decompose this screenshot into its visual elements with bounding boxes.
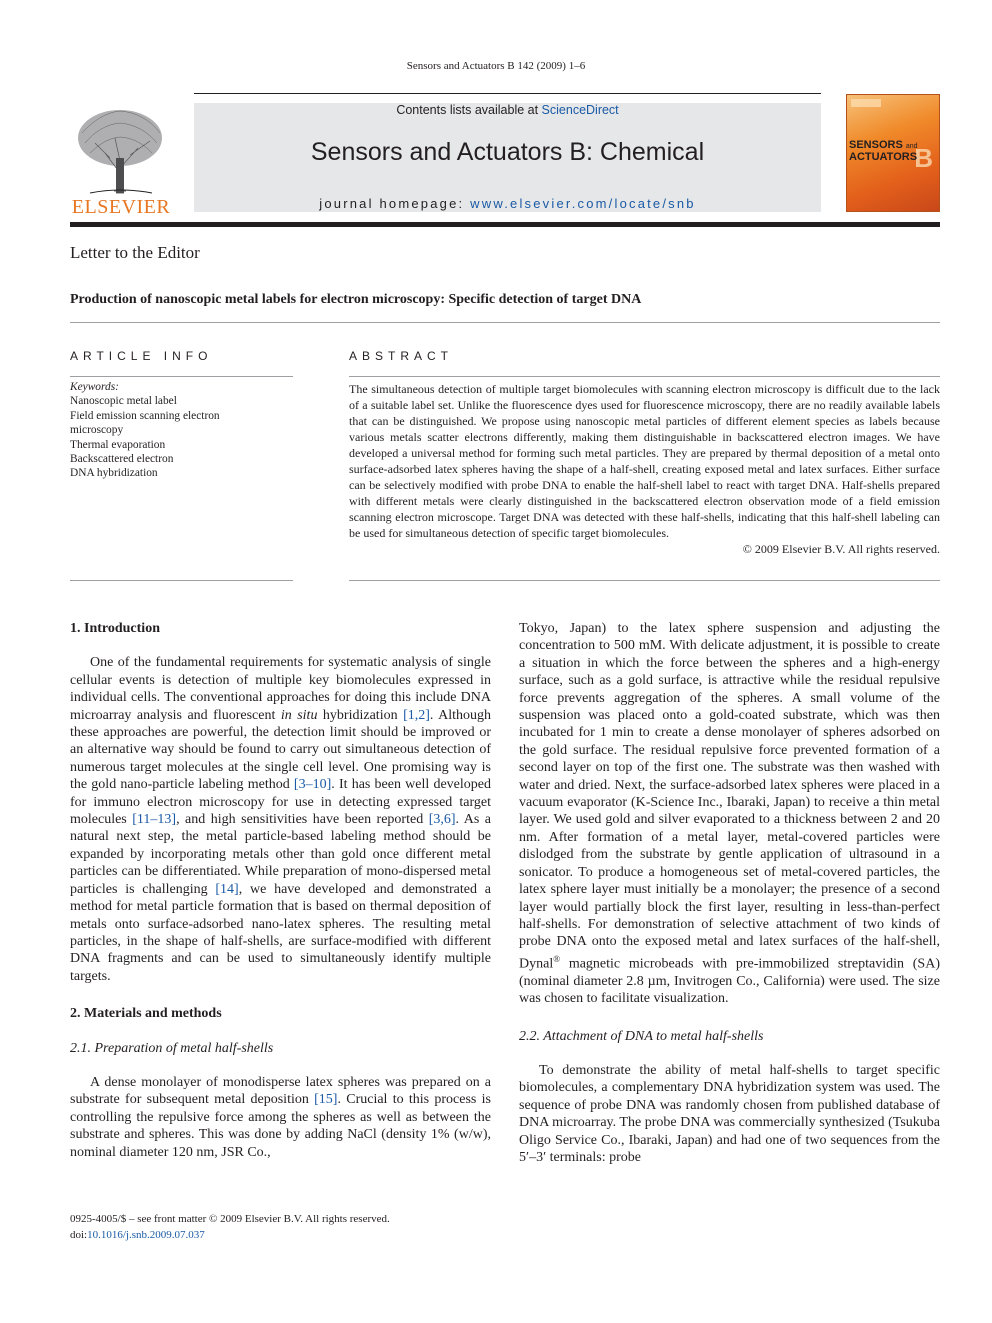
section-heading-methods: 2. Materials and methods (70, 1006, 222, 1022)
contents-line (194, 103, 821, 117)
keywords-label: Keywords: (70, 381, 119, 393)
attachment-paragraph: To demonstrate the ability of metal half-shells to target specific biomolecules, a complementary DNA hybridization system was used. The sequence of probe DNA was randomly chosen from published database of DNA microarray. The probe DNA was commercially synthesized (Tsukuba Oligo Service Co., Ibaraki, Japan) and had one of two sequences from the 5′–3′ terminals: probe (519, 1063, 940, 1166)
reference-link[interactable]: [1,2] (403, 707, 430, 723)
prep-cont-text: Tokyo, Japan) to the latex sphere suspension and adjusting the concentration to 500 mM. With delicate adjustment, it is possible to create a situation in which the force between the spheres and a high-energy surface, such as a gold surface, is attractive while the residual repulsive force prevents aggregation of the spheres. A small volume of the suspension was placed onto a gold-coated substrate, which was then incubated for 1 min to create a dense monolayer of spheres adsorbed on the gold surface. The residual repulsive force prevented formation of a second layer on top of the first one. The substrate was then washed with water and dried. Next, the surface-adsorbed latex spheres were placed in a vacuum evaporator (K-Science Inc., Ibaraki, Japan) to receive a thin metal layer. We used gold and silver evaporated to a thickness between 2 and 20 nm. After formation of a metal layer, metal-covered particles were dislodged from the substrate by gentle application of ultrasound in a sonicator. To produce a homogeneous set of metal-covered particles, the latex sphere layer must initially be a monolayer; the presence of a second layer would partially block the first layer, resulting in less-than-perfect half-shells. For demonstration of selective attachment of two kinds of probe DNA onto the exposed metal and latex surfaces of the half-shell, Dynal (519, 621, 940, 972)
introduction-paragraph (70, 654, 491, 985)
prep-text: A dense monolayer of monodisperse latex spheres was prepared on a substrate for subsequent metal deposition (70, 1074, 491, 1108)
contents-prefix: Contents lists available at (396, 103, 542, 117)
footer-doi (70, 1228, 390, 1244)
preparation-continued-paragraph (519, 620, 940, 1008)
keyword-item: DNA hybridization (70, 467, 158, 480)
intro-text: , and high sensitivities have been reported (176, 812, 429, 828)
intro-text: . It has been well developed for immuno electron microscopy for use in detecting expressed target molecules (70, 777, 492, 828)
subsection-heading-2-1: 2.1. Preparation of metal half-shells (70, 1040, 274, 1056)
footer-copyright: 0925-4005/$ – see front matter © 2009 Elsevier B.V. All rights reserved. (70, 1213, 390, 1225)
reference-link[interactable]: [14] (215, 881, 239, 897)
cover-line3: ACTUATORS (849, 151, 918, 163)
header-top-rule (194, 93, 821, 94)
doi-link[interactable]: 10.1016/j.snb.2009.07.037 (87, 1228, 205, 1241)
journal-homepage (194, 196, 821, 211)
keyword-item: Thermal evaporation (70, 438, 166, 451)
keyword-item: Field emission scanning electron (70, 409, 220, 422)
article-info-bottom-rule (70, 580, 293, 581)
title-rule (70, 322, 940, 323)
preparation-paragraph (70, 1074, 491, 1161)
intro-text: . Although these approaches are powerful, the detection limit should be improved or an alternative way should be found to carry out simultaneous detection of numerous target molecules at the single cell level. One promising way is the gold nano-particle labeling method (70, 707, 491, 793)
registered-mark: ® (553, 953, 561, 964)
doi-prefix: doi: (70, 1228, 88, 1241)
cover-line1: SENSORS (849, 139, 903, 151)
section-heading-introduction: 1. Introduction (70, 621, 160, 636)
intro-text: One of the fundamental requirements for systematic analysis of single cellular events is detection of multiple key biomolecules expressed in individual cells. The conventional approaches for doing this include DNA microarray analysis and fluorescent (70, 655, 491, 723)
left-column (70, 620, 491, 1161)
journal-citation: Sensors and Actuators B 142 (2009) 1–6 (406, 60, 586, 72)
cover-line2: and (905, 143, 918, 150)
keyword-item: Backscattered electron (70, 453, 174, 466)
cover-letter: B (914, 143, 933, 173)
article-title: Production of nanoscopic metal labels for electron microscopy: Specific detection of target DNA (70, 292, 642, 307)
intro-italic: in situ (280, 707, 318, 723)
abstract-bottom-rule (349, 580, 940, 581)
prep-text: . Crucial to this process is controlling the repulsive force among the spheres as well as between the substrate and spheres. This was done by adding NaCl (density 1% (w/w), nominal diameter 120 nm, JSR Co., (70, 1092, 491, 1160)
homepage-link[interactable]: www.elsevier.com/locate/snb (470, 196, 696, 211)
article-info-rule (70, 376, 293, 377)
sciencedirect-link[interactable]: ScienceDirect (541, 103, 619, 117)
reference-link[interactable]: [15] (314, 1092, 338, 1108)
article-type: Letter to the Editor (70, 243, 200, 262)
prep-cont-text: magnetic microbeads with pre-immobilized streptavidin (SA) (nominal diameter 2.8 µm, Invitrogen Co., California) were used. The size was chosen to facilitate visualization. (519, 956, 940, 1007)
homepage-prefix: journal homepage: (319, 196, 471, 211)
cover-title (849, 140, 918, 163)
subsection-heading-2-2: 2.2. Attachment of DNA to metal half-shells (519, 1028, 764, 1044)
abstract-body (349, 381, 940, 557)
keyword-item: Nanoscopic metal label (70, 395, 177, 408)
footer (70, 1212, 390, 1243)
elsevier-wordmark: ELSEVIER (71, 196, 171, 218)
reference-link[interactable]: [3,6] (428, 812, 456, 828)
abstract-text: The simultaneous detection of multiple target biomolecules with scanning electron microscopy is difficult due to the lack of a suitable label set. Unlike the fluorescence dyes used for fluorescence microscopy, there are no readily available labels that can be distinguished. We propose using nanoscopic metal particles of different element species as labels because various metals scatter electrons differently, making them distinguishable in backscattered electron images. We have developed a universal method for forming such metal particles. They are prepared by thermal deposition of a metal onto surface-adsorbed latex spheres having the shape of a half-shell, creating exposed metal and latex surfaces. Either surface can be selectively modified with probe DNA to enable the half-shell label to react with target DNA. Half-shells prepared with different metals were clearly distinguished in the backscattered electron observation mode of a field emission scanning electron microscope. Target DNA was detected with these half-shells, indicating that this half-shell labeling can be used for simultaneous detection of specific target biomolecules. (349, 382, 940, 540)
journal-title: Sensors and Actuators B: Chemical (310, 138, 705, 166)
reference-link[interactable]: [3–10] (293, 777, 332, 793)
article-info-heading: ARTICLE INFO (70, 349, 213, 363)
keywords-block (70, 380, 293, 481)
abstract-rule (349, 376, 940, 377)
intro-text: , we have developed and demonstrated a method for metal particle formation that is based on thermal deposition of metals onto surface-adsorbed nano-latex spheres. The resulting metal particles, in the shape of half-shells, are surface-modified with different DNA fragments and can be used to simultaneously identify multiple targets. (70, 881, 491, 984)
reference-link[interactable]: [11–13] (132, 812, 177, 828)
right-column (519, 620, 940, 1166)
abstract-heading: ABSTRACT (349, 349, 454, 363)
intro-text: . As a natural next step, the metal particle-based labeling method should be expanded by incorporating metals other than gold once different metal particles can be differentiated. While preparation of mono-dispersed metal particles is challenging (70, 812, 491, 897)
intro-text: hybridization (317, 707, 404, 723)
keyword-item: microscopy (70, 424, 124, 437)
abstract-copyright: © 2009 Elsevier B.V. All rights reserved. (742, 542, 940, 556)
header-thick-rule (70, 222, 940, 227)
